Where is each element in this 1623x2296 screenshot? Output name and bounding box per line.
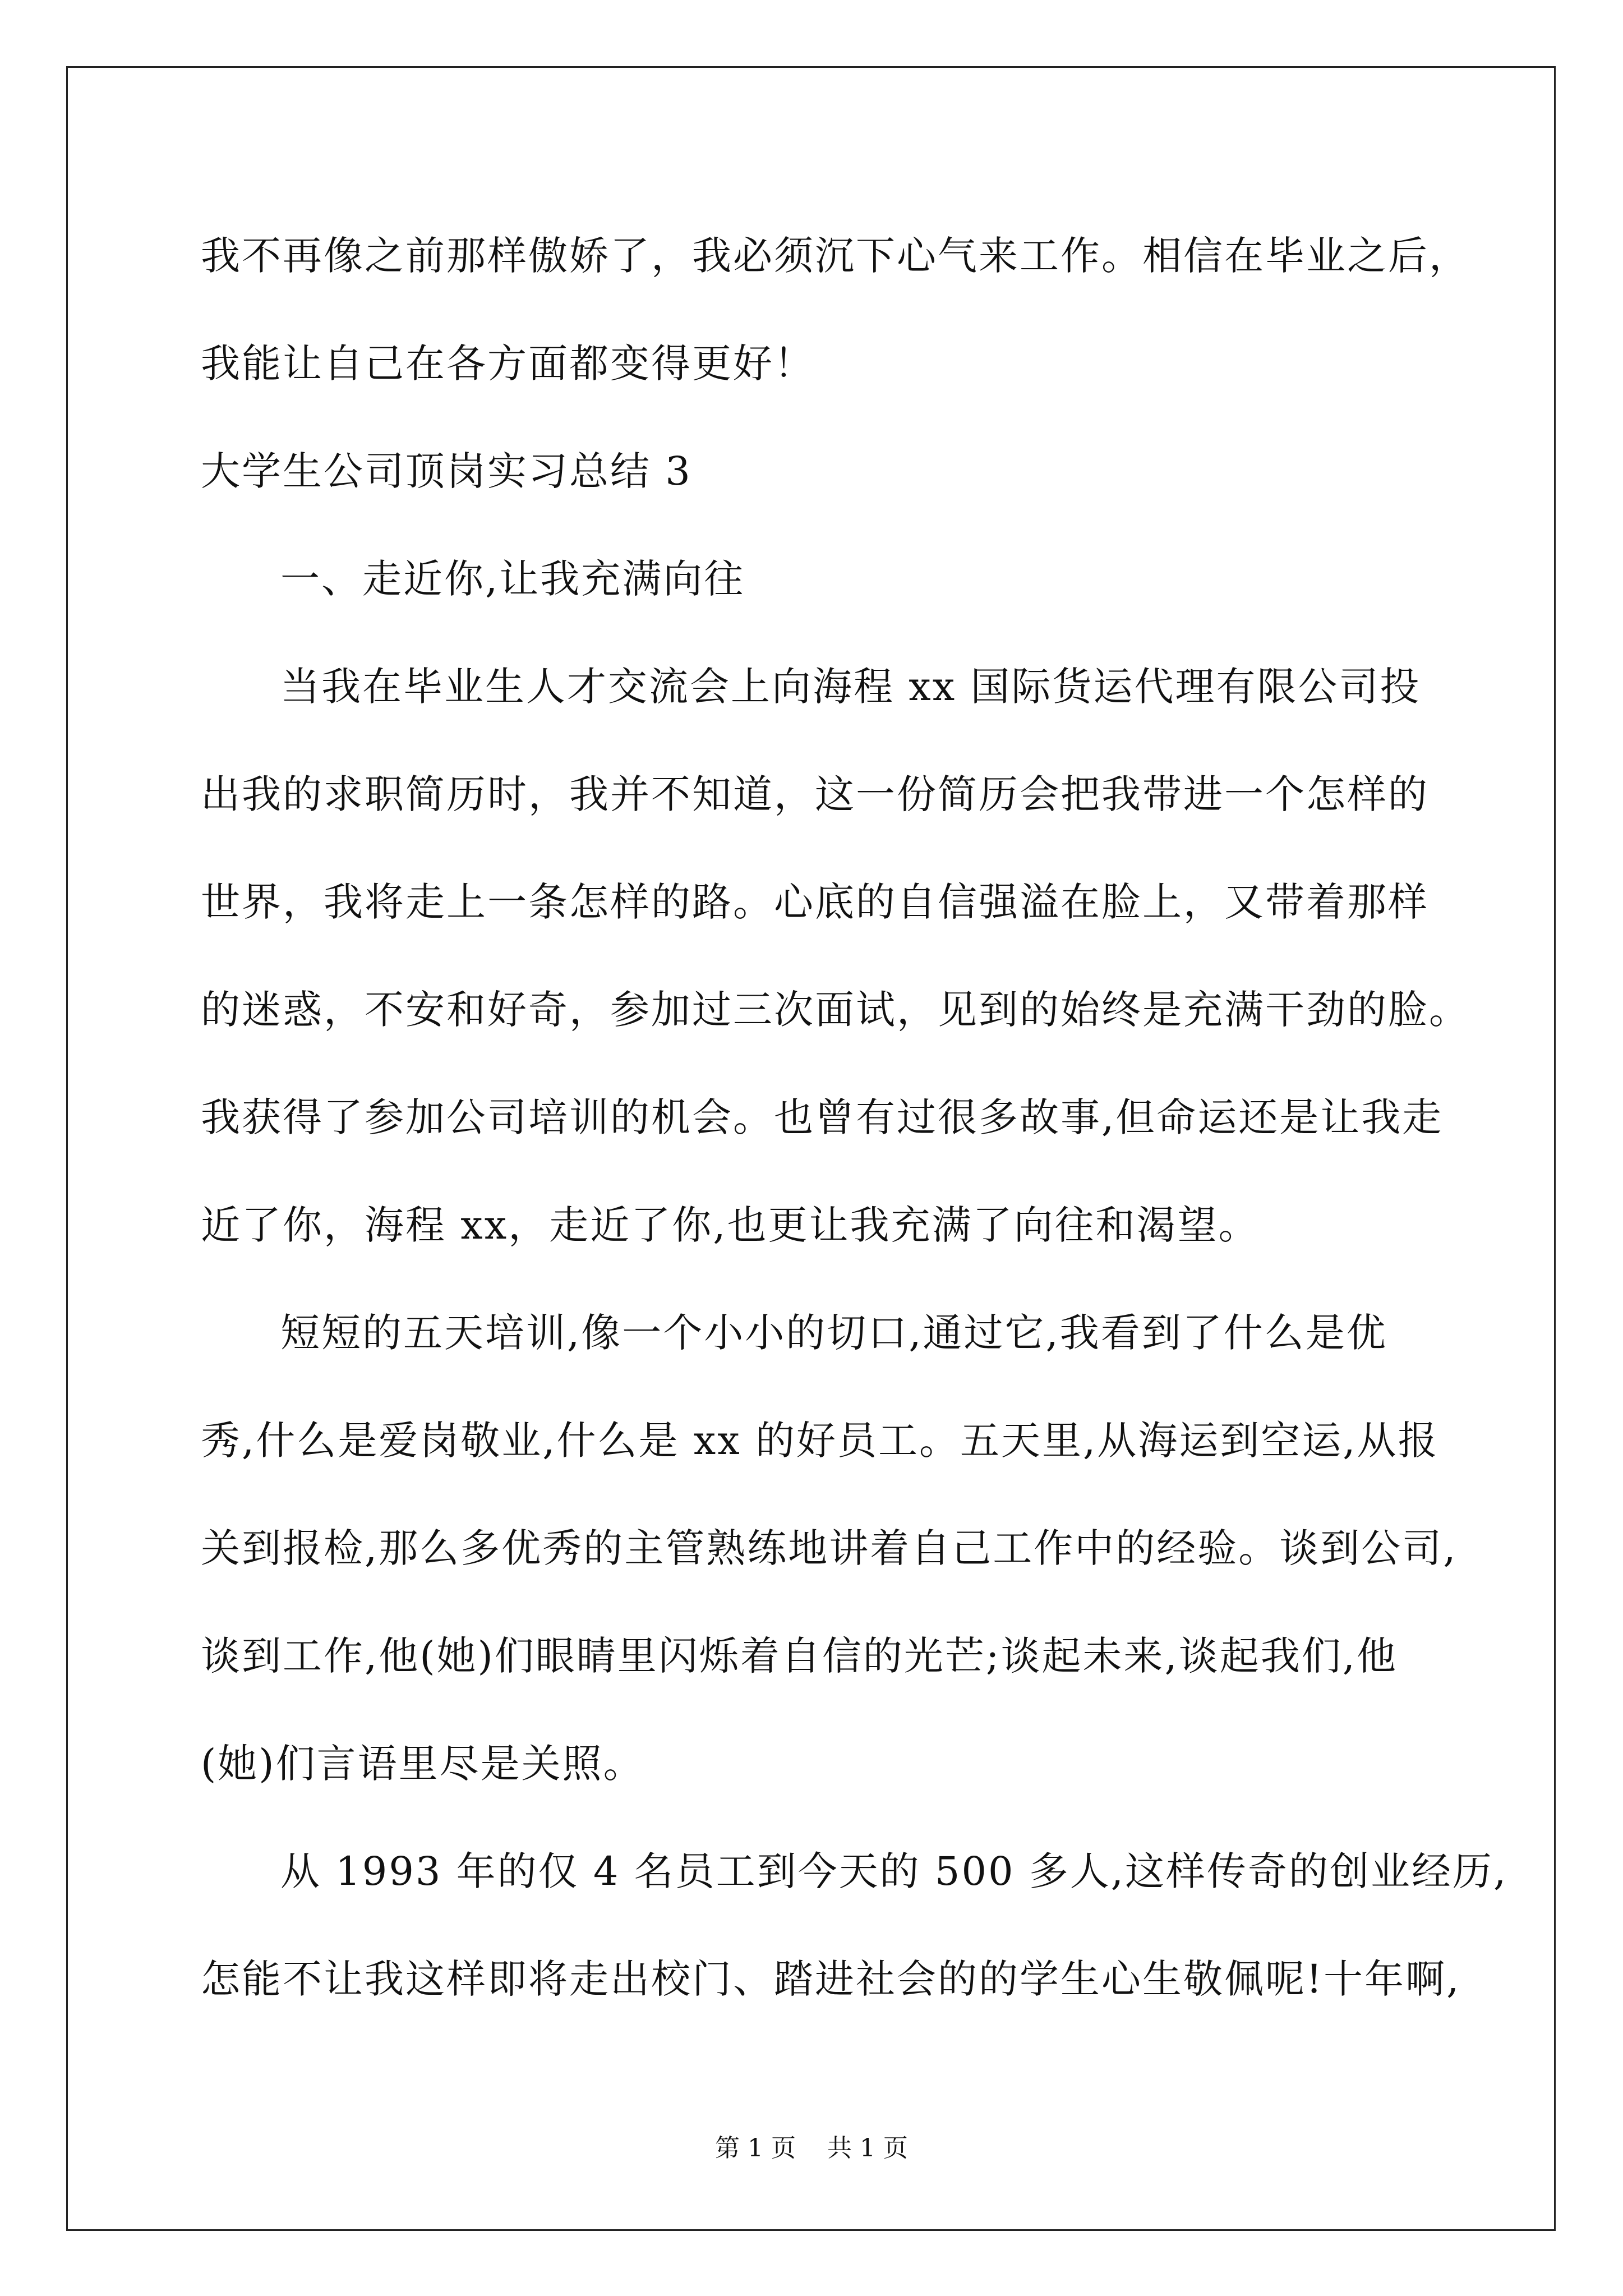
body-text-line: 秀,什么是爱岗敬业,什么是 xx 的好员工。五天里,从海运到空运,从报 <box>201 1418 1439 1464</box>
body-text-line: 怎能不让我这样即将走出校门、踏进社会的的学生心生敬佩呢!十年啊, <box>201 1956 1461 2002</box>
body-text-line: 出我的求职简历时，我并不知道，这一份简历会把我带进一个怎样的 <box>201 771 1429 817</box>
body-text-line: 的迷惑，不安和好奇，参加过三次面试，见到的始终是充满干劲的脸。 <box>201 987 1470 1033</box>
body-text-line: 我不再像之前那样傲娇了，我必须沉下心气来工作。相信在毕业之后， <box>201 233 1470 279</box>
body-text-line: 我获得了参加公司培训的机会。也曾有过很多故事,但命运还是让我走 <box>201 1094 1444 1140</box>
page-number-footer: 第 1 页 共 1 页 <box>715 2134 908 2162</box>
body-text-line: 我能让自己在各方面都变得更好！ <box>201 341 815 386</box>
paragraph-first-line: 短短的五天培训,像一个小小的切口,通过它,我看到了什么是优 <box>280 1310 1387 1356</box>
body-text-line: 近了你，海程 xx，走近了你,也更让我充满了向往和渴望。 <box>201 1202 1260 1248</box>
section-title: 大学生公司顶岗实习总结 3 <box>201 448 692 494</box>
paragraph-first-line: 当我在毕业生人才交流会上向海程 xx 国际货运代理有限公司投 <box>280 664 1421 710</box>
section-heading: 一、走近你,让我充满向往 <box>280 556 745 602</box>
body-text-line: 谈到工作,他(她)们眼睛里闪烁着自信的光芒;谈起未来,谈起我们,他 <box>201 1633 1398 1679</box>
paragraph-first-line: 从 1993 年的仅 4 名员工到今天的 500 多人,这样传奇的创业经历, <box>280 1848 1508 1894</box>
body-text-line: 关到报检,那么多优秀的主管熟练地讲着自己工作中的经验。谈到公司, <box>201 1525 1458 1571</box>
body-text-line: (她)们言语里尽是关照。 <box>201 1741 644 1787</box>
document-body <box>201 202 1508 2033</box>
body-text-line: 世界，我将走上一条怎样的路。心底的自信强溢在脸上，又带着那样 <box>201 879 1429 925</box>
